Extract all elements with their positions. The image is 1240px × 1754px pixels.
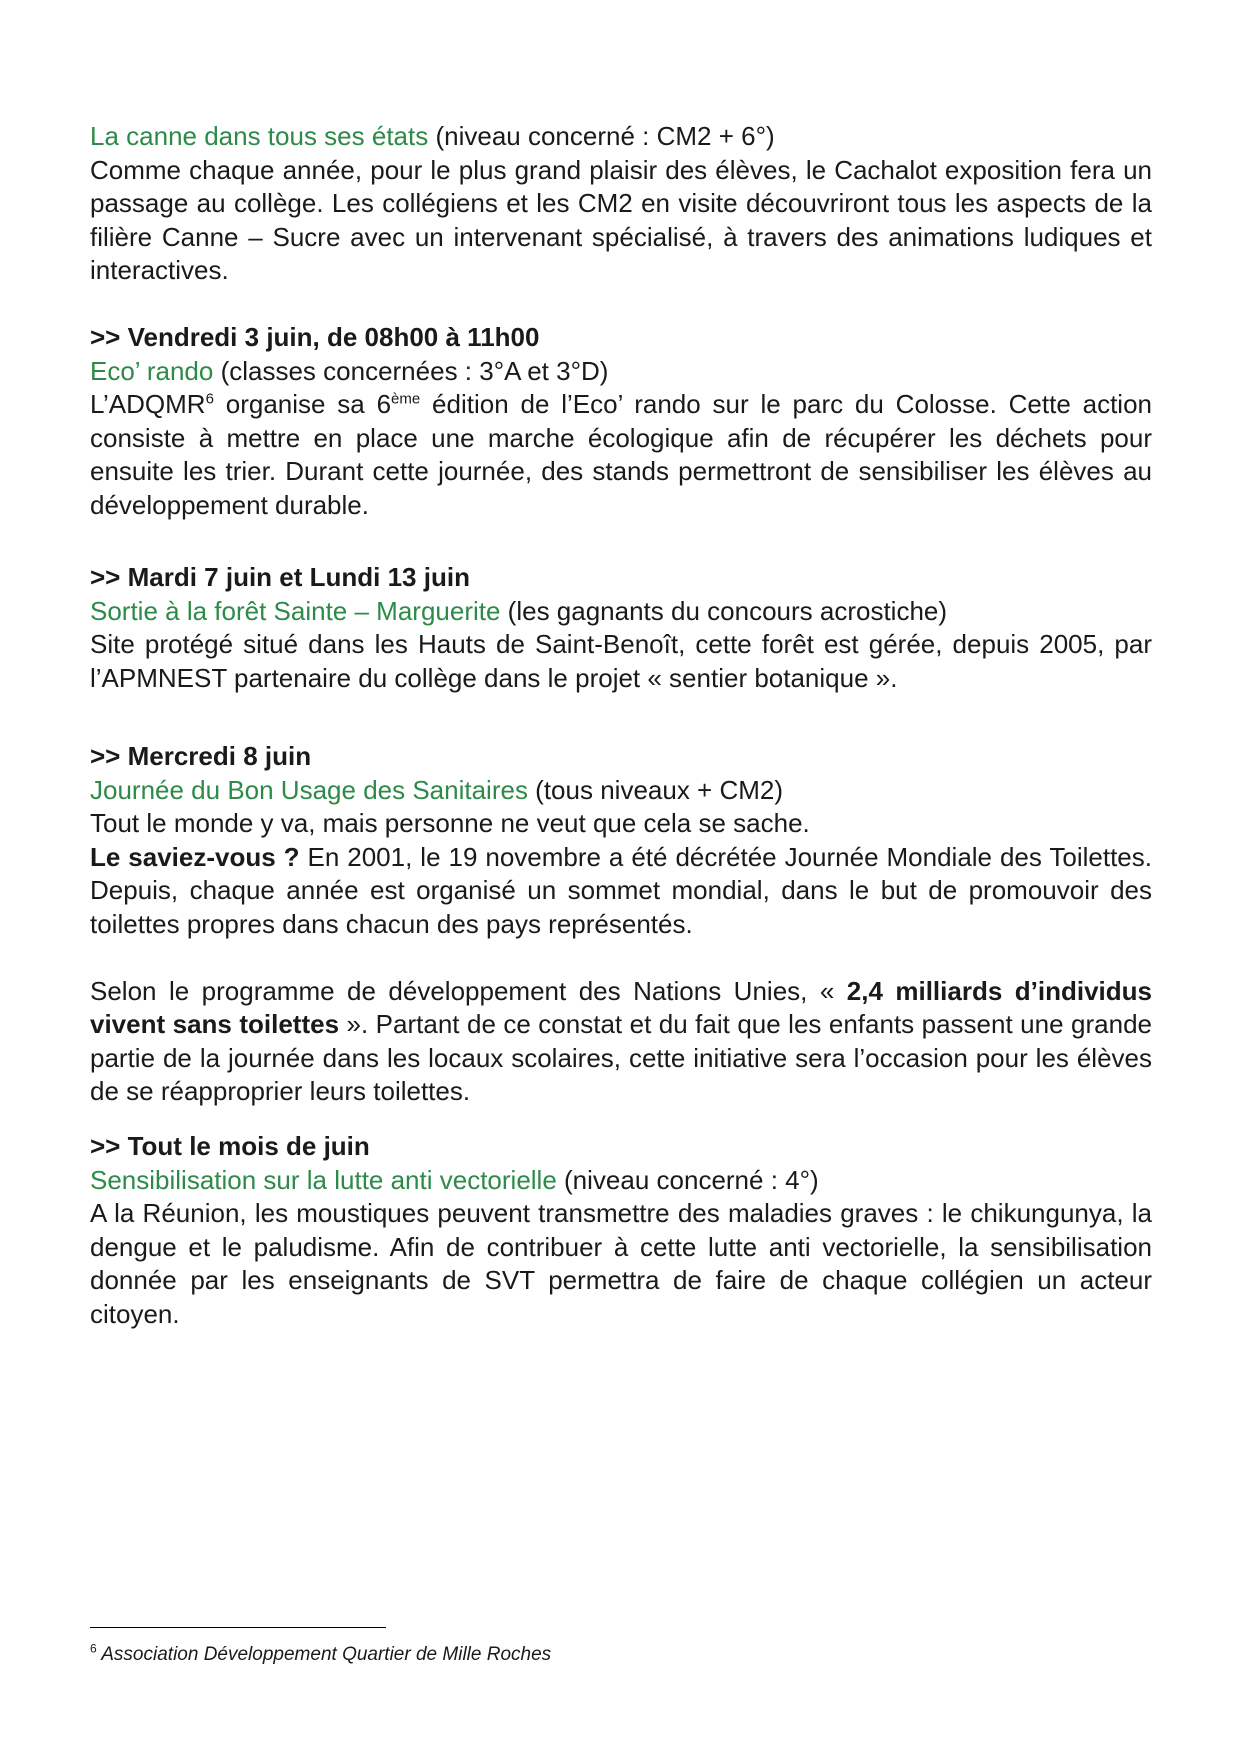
section-date: >> Vendredi 3 juin, de 08h00 à 11h00 <box>90 322 540 352</box>
section-audience: (niveau concerné : 4°) <box>556 1164 819 1195</box>
section-title: Sensibilisation sur la lutte anti vectorielle <box>90 1164 557 1195</box>
body-text: organise sa 6 <box>213 389 392 419</box>
section-body <box>90 841 1152 942</box>
footnote-divider <box>90 1627 386 1628</box>
section-audience: (les gagnants du concours acrostiche) <box>500 595 948 626</box>
section-heading <box>90 774 1152 808</box>
section-audience: (tous niveaux + CM2) <box>527 774 784 805</box>
section-body <box>90 975 1152 1109</box>
section-vectorielle <box>90 1130 1152 1331</box>
footnote-number: 6 <box>90 1641 97 1656</box>
section-body: Site protégé situé dans les Hauts de Saint-Benoît, cette forêt est gérée, depuis 2005, par l’APMNEST partenaire du collège dans le projet « sentier botanique ». <box>90 629 1152 693</box>
section-date: >> Tout le mois de juin <box>90 1131 370 1161</box>
section-audience: (niveau concerné : CM2 + 6°) <box>428 121 775 151</box>
section-title: Journée du Bon Usage des Sanitaires <box>90 774 528 805</box>
section-heading <box>90 1164 1152 1198</box>
section-eco-rando <box>90 321 1152 522</box>
ordinal-suffix: ème <box>391 390 421 408</box>
section-title: La canne dans tous ses états <box>90 121 429 151</box>
section-heading <box>90 355 1152 389</box>
footnote <box>90 1641 552 1666</box>
section-heading <box>90 120 1152 154</box>
body-text: Selon le programme de développement des Nations Unies, « <box>90 975 847 1006</box>
section-body <box>90 388 1152 522</box>
section-body: Comme chaque année, pour le plus grand plaisir des élèves, le Cachalot exposition fera un passage au collège. Les collégiens et les CM2 en visite découvriront tous les aspects de la filière Canne – Sucre avec un intervenant spécialisé, à travers des animations ludiques et interactives. <box>90 154 1152 285</box>
section-body-line: Tout le monde y va, mais personne ne veut que cela se sache. <box>90 808 810 838</box>
section-foret <box>90 561 1152 695</box>
body-text: édition de l’Eco’ rando sur le parc du Colosse. Cette action consiste à mettre en place une marche écologique afin de récupérer les déchets pour ensuite les trier. Durant cette journée, des stands permettront de sensibiliser les élèves au développement durable. <box>90 389 1152 520</box>
section-canne <box>90 120 1152 288</box>
section-heading <box>90 595 1152 629</box>
section-audience: (classes concernées : 3°A et 3°D) <box>213 355 609 386</box>
footnote-text: Association Développement Quartier de Mille Roches <box>96 1644 552 1665</box>
section-title: Eco’ rando <box>90 355 214 386</box>
section-date: >> Mardi 7 juin et Lundi 13 juin <box>90 562 470 592</box>
body-text: ». Partant de ce constat et du fait que les enfants passent une grande partie de la journée dans les locaux scolaires, cette initiative sera l’occasion pour les élèves de se réapproprier leurs toilettes. <box>90 1009 1152 1106</box>
section-title: Sortie à la forêt Sainte – Marguerite <box>90 595 501 626</box>
section-date: >> Mercredi 8 juin <box>90 741 312 771</box>
highlight-quote: 2,4 milliards d’individus vivent sans toilettes <box>90 975 1152 1039</box>
footnote-reference: 6 <box>205 390 214 408</box>
body-text: L’ADQMR <box>90 389 206 419</box>
section-body: A la Réunion, les moustiques peuvent transmettre des maladies graves : le chikungunya, la dengue et le paludisme. Afin de contribuer à cette lutte anti vectorielle, la sensibilisation donnée par les enseignants de SVT permettra de faire de chaque collégien un acteur citoyen. <box>90 1198 1152 1329</box>
section-sanitaires <box>90 740 1152 1109</box>
did-you-know-label: Le saviez-vous ? <box>90 841 300 872</box>
body-text: En 2001, le 19 novembre a été décrétée Journée Mondiale des Toilettes. Depuis, chaque année est organisé un sommet mondial, dans le but de promouvoir des toilettes propres dans chacun des pays représentés. <box>90 841 1152 939</box>
